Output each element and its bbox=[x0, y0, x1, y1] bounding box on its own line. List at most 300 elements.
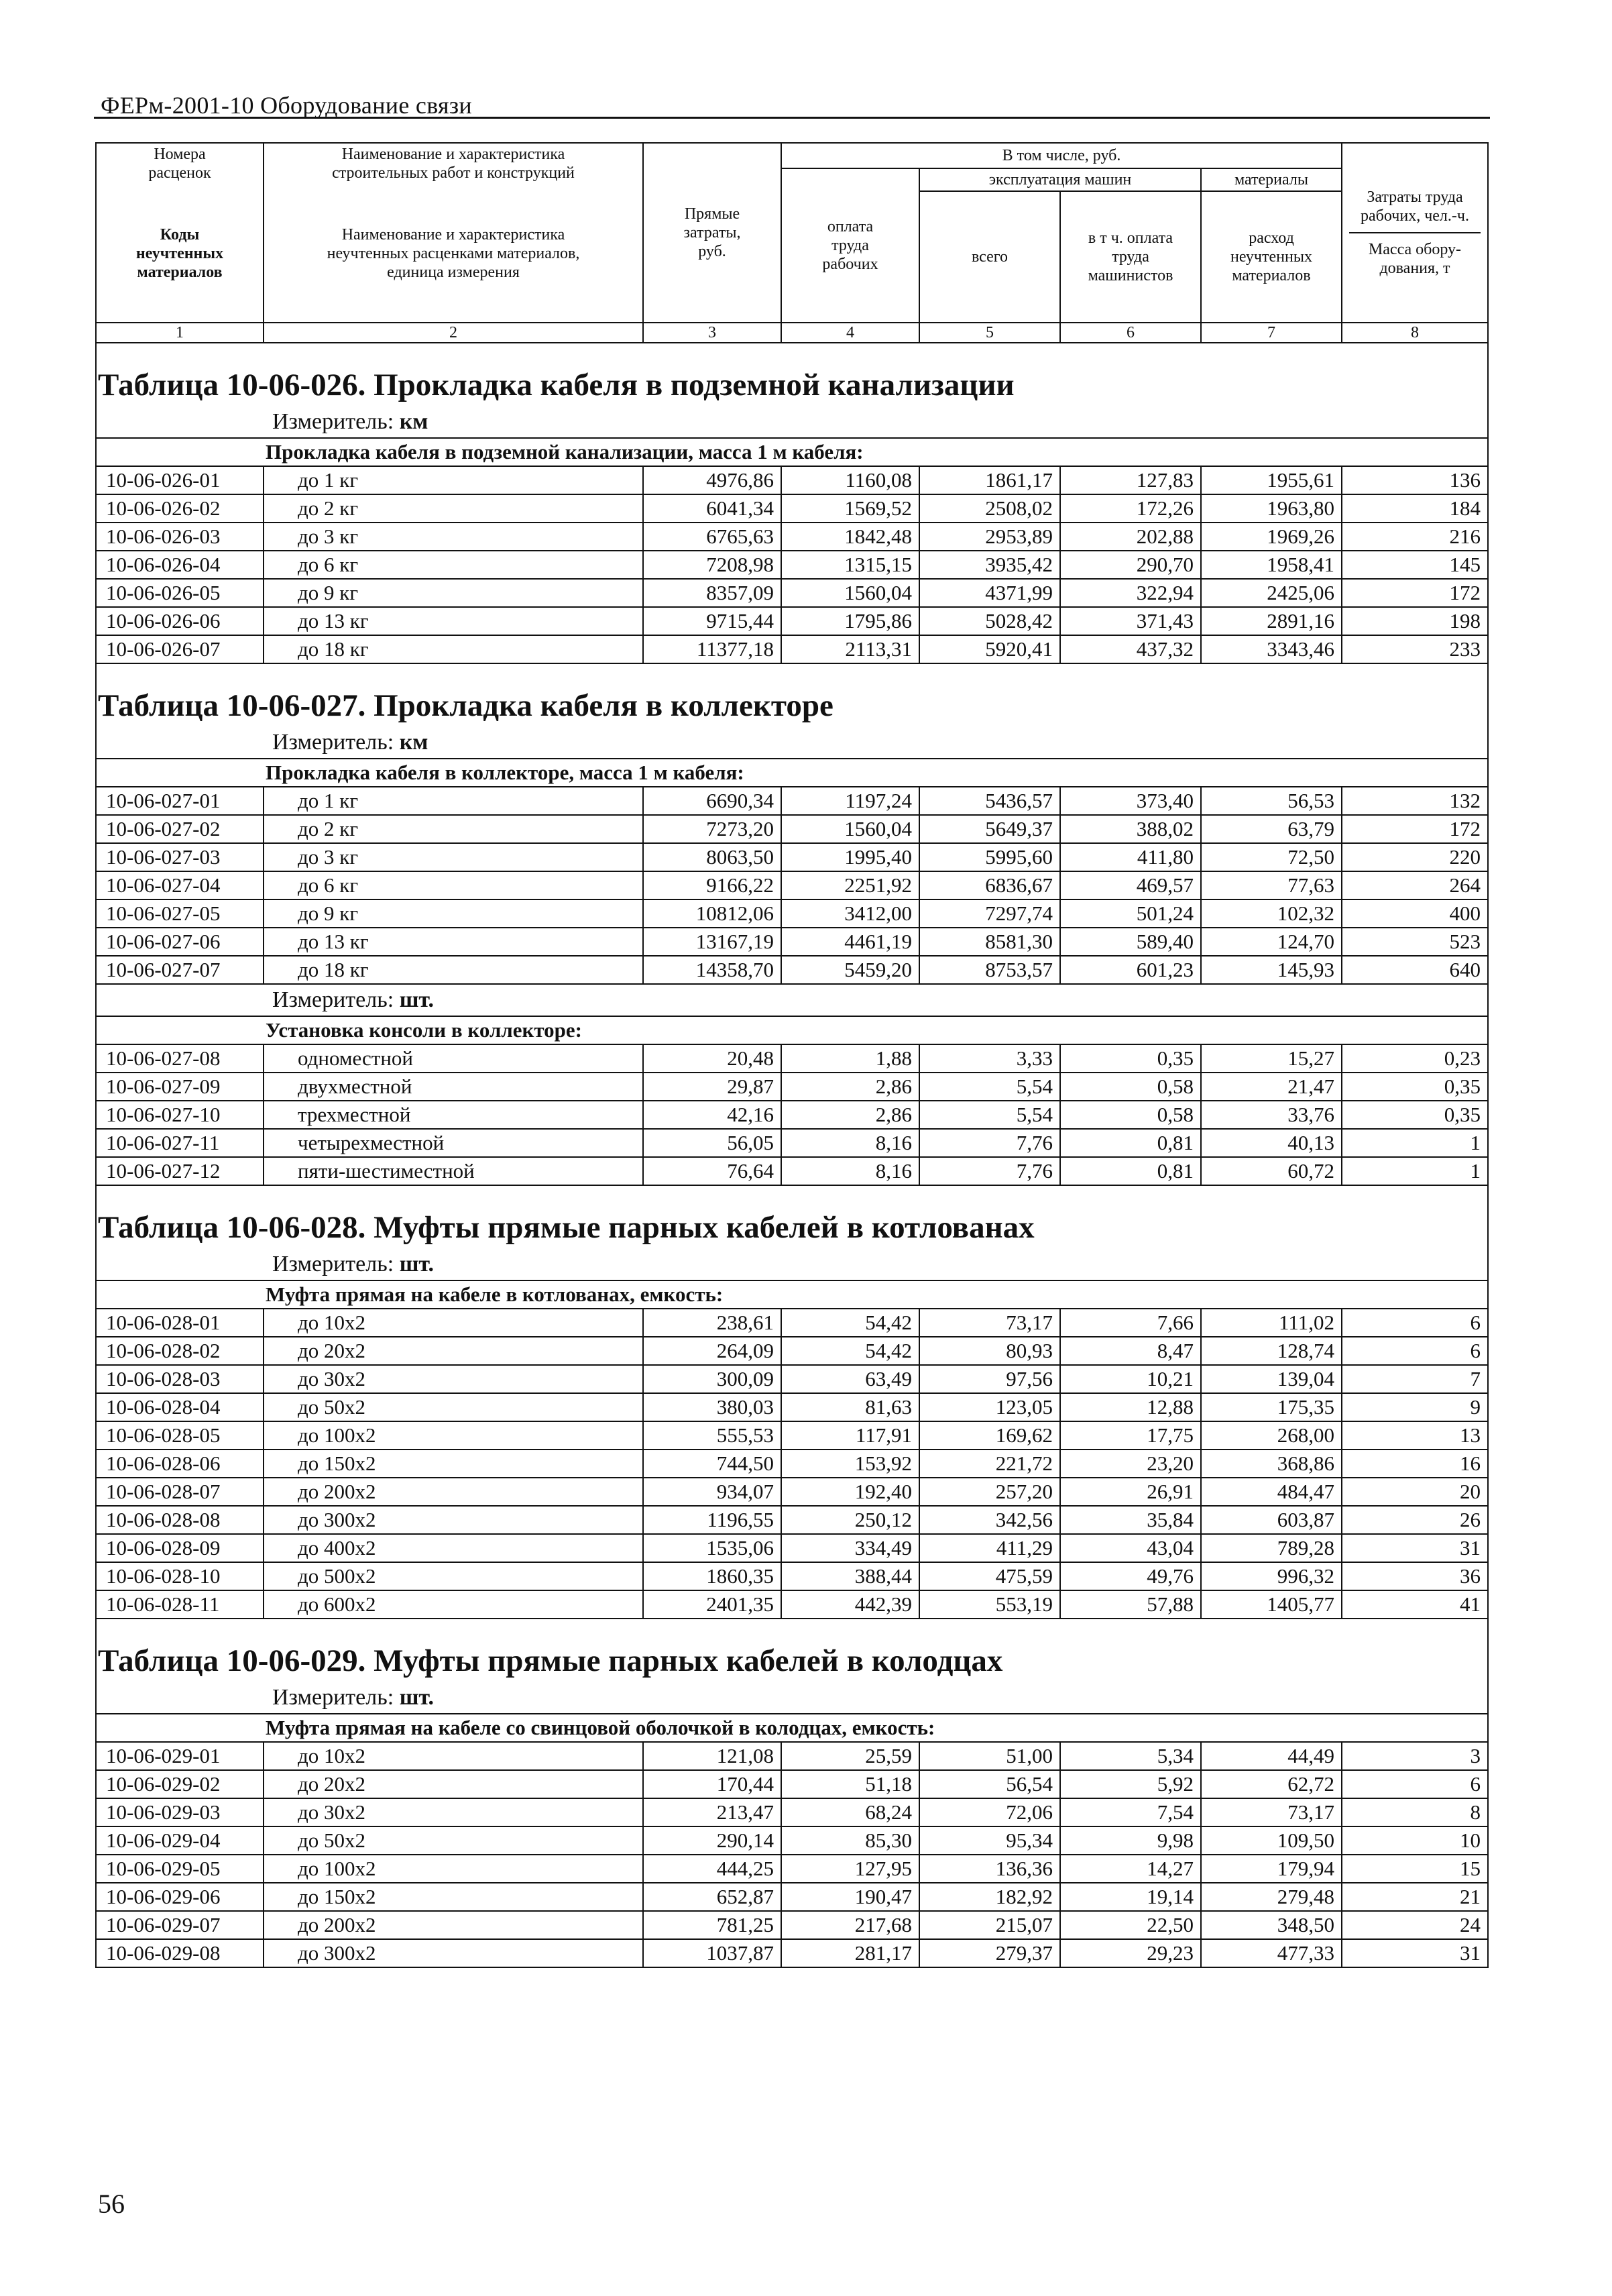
table-row bbox=[96, 1421, 1488, 1450]
rate-value: 279,37 bbox=[919, 1939, 1060, 1967]
table-row bbox=[96, 579, 1488, 607]
spacer-cell bbox=[96, 663, 1488, 684]
rate-code: 10-06-028-04 bbox=[96, 1393, 264, 1421]
rate-value: 31 bbox=[1342, 1939, 1488, 1967]
header-col1-bottom: Коды неучтенных материалов bbox=[135, 226, 224, 281]
rate-value: 172,26 bbox=[1060, 494, 1201, 523]
rate-value: 216 bbox=[1342, 523, 1488, 551]
measure-row bbox=[96, 406, 1488, 438]
table-row bbox=[96, 1478, 1488, 1506]
rate-value: 44,49 bbox=[1201, 1742, 1342, 1770]
rate-value: 368,86 bbox=[1201, 1450, 1342, 1478]
rate-value: 523 bbox=[1342, 928, 1488, 956]
table-row bbox=[96, 815, 1488, 843]
rate-value: 0,23 bbox=[1342, 1044, 1488, 1073]
rate-name: до 2 кг bbox=[264, 815, 643, 843]
table-row bbox=[96, 1562, 1488, 1590]
section-heading: Прокладка кабеля в подземной канализации, масса 1 м кабеля: bbox=[96, 438, 1488, 466]
table-row bbox=[96, 956, 1488, 984]
rate-code: 10-06-026-02 bbox=[96, 494, 264, 523]
rate-value: 190,47 bbox=[781, 1883, 919, 1911]
rate-value: 342,56 bbox=[919, 1506, 1060, 1534]
table-row bbox=[96, 928, 1488, 956]
measure-cell bbox=[96, 406, 1488, 438]
rate-name: четырехместной bbox=[264, 1129, 643, 1157]
rate-value: 257,20 bbox=[919, 1478, 1060, 1506]
column-number: 8 bbox=[1342, 323, 1488, 343]
rate-value: 9166,22 bbox=[643, 871, 781, 899]
header-col8-top: Затраты труда рабочих, чел.-ч. bbox=[1361, 188, 1469, 225]
rate-value: 213,47 bbox=[643, 1798, 781, 1826]
rate-code: 10-06-026-05 bbox=[96, 579, 264, 607]
running-header: ФЕРм-2001-10 Оборудование связи bbox=[101, 92, 472, 119]
rate-name: до 3 кг bbox=[264, 523, 643, 551]
section-row bbox=[96, 1016, 1488, 1044]
rate-value: 2,86 bbox=[781, 1073, 919, 1101]
rate-name: до 13 кг bbox=[264, 607, 643, 635]
rate-value: 640 bbox=[1342, 956, 1488, 984]
rate-value: 5,54 bbox=[919, 1101, 1060, 1129]
rate-value: 139,04 bbox=[1201, 1365, 1342, 1393]
measure-unit: шт. bbox=[399, 1685, 435, 1710]
table-row bbox=[96, 494, 1488, 523]
rate-value: 54,42 bbox=[781, 1309, 919, 1337]
rate-value: 41 bbox=[1342, 1590, 1488, 1619]
rate-value: 25,59 bbox=[781, 1742, 919, 1770]
measure-unit: шт. bbox=[399, 987, 435, 1012]
table-row bbox=[96, 1883, 1488, 1911]
header-col8 bbox=[1342, 143, 1488, 323]
table-row bbox=[96, 1911, 1488, 1939]
rate-value: 29,23 bbox=[1060, 1939, 1201, 1967]
spacer-cell bbox=[96, 1185, 1488, 1206]
rate-value: 388,44 bbox=[781, 1562, 919, 1590]
rate-value: 6041,34 bbox=[643, 494, 781, 523]
rate-value: 15,27 bbox=[1201, 1044, 1342, 1073]
rate-value: 781,25 bbox=[643, 1911, 781, 1939]
rate-value: 49,76 bbox=[1060, 1562, 1201, 1590]
rate-value: 290,70 bbox=[1060, 551, 1201, 579]
measure-row bbox=[96, 727, 1488, 759]
rate-code: 10-06-027-03 bbox=[96, 843, 264, 871]
rate-code: 10-06-027-11 bbox=[96, 1129, 264, 1157]
rate-value: 1958,41 bbox=[1201, 551, 1342, 579]
rate-value: 1560,04 bbox=[781, 579, 919, 607]
header-group: В том числе, руб. bbox=[781, 143, 1342, 168]
table-row bbox=[96, 843, 1488, 871]
rate-value: 2401,35 bbox=[643, 1590, 781, 1619]
rate-code: 10-06-029-02 bbox=[96, 1770, 264, 1798]
spacer-row bbox=[96, 663, 1488, 684]
rate-value: 72,06 bbox=[919, 1798, 1060, 1826]
rate-value: 179,94 bbox=[1201, 1855, 1342, 1883]
table-row bbox=[96, 1101, 1488, 1129]
table-row bbox=[96, 1939, 1488, 1967]
table-title: Таблица 10-06-029. Муфты прямые парных кабелей в колодцах bbox=[96, 1639, 1488, 1682]
rate-value: 17,75 bbox=[1060, 1421, 1201, 1450]
rate-value: 220 bbox=[1342, 843, 1488, 871]
rate-code: 10-06-027-01 bbox=[96, 787, 264, 815]
measure-cell bbox=[96, 1249, 1488, 1280]
rate-value: 0,58 bbox=[1060, 1101, 1201, 1129]
table-row bbox=[96, 607, 1488, 635]
rate-value: 127,95 bbox=[781, 1855, 919, 1883]
rate-value: 33,76 bbox=[1201, 1101, 1342, 1129]
rate-value: 109,50 bbox=[1201, 1826, 1342, 1855]
rate-value: 4976,86 bbox=[643, 466, 781, 494]
measure-cell bbox=[96, 727, 1488, 759]
rate-name: до 9 кг bbox=[264, 579, 643, 607]
rate-name: до 400x2 bbox=[264, 1534, 643, 1562]
spacer-row bbox=[96, 1619, 1488, 1639]
rate-value: 1955,61 bbox=[1201, 466, 1342, 494]
rate-value: 7,76 bbox=[919, 1129, 1060, 1157]
rate-value: 5920,41 bbox=[919, 635, 1060, 663]
rate-value: 102,32 bbox=[1201, 899, 1342, 928]
rate-value: 5,34 bbox=[1060, 1742, 1201, 1770]
rate-value: 5649,37 bbox=[919, 815, 1060, 843]
header-col6: в т ч. оплата труда машинистов bbox=[1060, 191, 1201, 323]
rate-value: 0,81 bbox=[1060, 1129, 1201, 1157]
rate-value: 0,35 bbox=[1342, 1101, 1488, 1129]
rate-value: 744,50 bbox=[643, 1450, 781, 1478]
rate-value: 85,30 bbox=[781, 1826, 919, 1855]
rate-value: 264,09 bbox=[643, 1337, 781, 1365]
rate-value: 373,40 bbox=[1060, 787, 1201, 815]
header-materials: материалы bbox=[1201, 168, 1342, 191]
header-col1-top: Номера расценок bbox=[148, 146, 211, 182]
rate-value: 233 bbox=[1342, 635, 1488, 663]
rate-value: 68,24 bbox=[781, 1798, 919, 1826]
rate-value: 1197,24 bbox=[781, 787, 919, 815]
rate-value: 215,07 bbox=[919, 1911, 1060, 1939]
rate-value: 5,54 bbox=[919, 1073, 1060, 1101]
rate-value: 589,40 bbox=[1060, 928, 1201, 956]
rate-value: 127,83 bbox=[1060, 466, 1201, 494]
rate-value: 2891,16 bbox=[1201, 607, 1342, 635]
rate-value: 290,14 bbox=[643, 1826, 781, 1855]
rate-value: 789,28 bbox=[1201, 1534, 1342, 1562]
rate-code: 10-06-026-06 bbox=[96, 607, 264, 635]
rate-value: 348,50 bbox=[1201, 1911, 1342, 1939]
rate-value: 21,47 bbox=[1201, 1073, 1342, 1101]
rate-value: 5028,42 bbox=[919, 607, 1060, 635]
section-row bbox=[96, 438, 1488, 466]
rate-value: 51,00 bbox=[919, 1742, 1060, 1770]
rate-value: 63,49 bbox=[781, 1365, 919, 1393]
measure-unit: шт. bbox=[399, 1252, 435, 1276]
rate-value: 56,05 bbox=[643, 1129, 781, 1157]
rate-value: 469,57 bbox=[1060, 871, 1201, 899]
rate-value: 8581,30 bbox=[919, 928, 1060, 956]
rate-value: 1405,77 bbox=[1201, 1590, 1342, 1619]
rate-value: 501,24 bbox=[1060, 899, 1201, 928]
table-title: Таблица 10-06-028. Муфты прямые парных кабелей в котлованах bbox=[96, 1206, 1488, 1249]
rate-value: 13167,19 bbox=[643, 928, 781, 956]
rate-value: 21 bbox=[1342, 1883, 1488, 1911]
rate-value: 1861,17 bbox=[919, 466, 1060, 494]
rate-value: 6765,63 bbox=[643, 523, 781, 551]
column-number: 5 bbox=[919, 323, 1060, 343]
measure-row bbox=[96, 1249, 1488, 1280]
table-row bbox=[96, 1506, 1488, 1534]
rate-value: 1963,80 bbox=[1201, 494, 1342, 523]
rate-value: 9,98 bbox=[1060, 1826, 1201, 1855]
table-row bbox=[96, 1826, 1488, 1855]
rate-name: до 1 кг bbox=[264, 787, 643, 815]
rate-value: 4371,99 bbox=[919, 579, 1060, 607]
table-row bbox=[96, 551, 1488, 579]
header-col8-bottom: Масса обору-дования, т bbox=[1368, 241, 1462, 277]
rate-value: 5436,57 bbox=[919, 787, 1060, 815]
rate-value: 73,17 bbox=[1201, 1798, 1342, 1826]
rate-value: 477,33 bbox=[1201, 1939, 1342, 1967]
rate-value: 172 bbox=[1342, 579, 1488, 607]
measure-cell bbox=[96, 984, 1488, 1016]
rate-value: 7297,74 bbox=[919, 899, 1060, 928]
table-title-row bbox=[96, 1639, 1488, 1682]
rate-value: 2508,02 bbox=[919, 494, 1060, 523]
table-row bbox=[96, 635, 1488, 663]
rate-value: 76,64 bbox=[643, 1157, 781, 1185]
rate-code: 10-06-028-05 bbox=[96, 1421, 264, 1450]
rate-value: 603,87 bbox=[1201, 1506, 1342, 1534]
rate-value: 42,16 bbox=[643, 1101, 781, 1129]
rate-value: 3 bbox=[1342, 1742, 1488, 1770]
rate-value: 8063,50 bbox=[643, 843, 781, 871]
rate-value: 8,47 bbox=[1060, 1337, 1201, 1365]
rate-value: 56,53 bbox=[1201, 787, 1342, 815]
rate-value: 1,88 bbox=[781, 1044, 919, 1073]
rate-value: 6 bbox=[1342, 1337, 1488, 1365]
rate-value: 10,21 bbox=[1060, 1365, 1201, 1393]
rate-value: 6690,34 bbox=[643, 787, 781, 815]
rate-value: 221,72 bbox=[919, 1450, 1060, 1478]
rate-name: до 10x2 bbox=[264, 1309, 643, 1337]
header-machines: эксплуатация машин bbox=[919, 168, 1201, 191]
rate-code: 10-06-026-01 bbox=[96, 466, 264, 494]
measure-label: Измеритель: bbox=[272, 1685, 394, 1710]
rate-name: до 18 кг bbox=[264, 635, 643, 663]
rate-value: 8753,57 bbox=[919, 956, 1060, 984]
rate-value: 7208,98 bbox=[643, 551, 781, 579]
rates-table bbox=[95, 142, 1489, 1968]
measure-label: Измеритель: bbox=[272, 730, 394, 755]
rate-value: 0,35 bbox=[1342, 1073, 1488, 1101]
rate-value: 145 bbox=[1342, 551, 1488, 579]
rate-value: 54,42 bbox=[781, 1337, 919, 1365]
rate-value: 56,54 bbox=[919, 1770, 1060, 1798]
header-col7: расход неучтенных материалов bbox=[1201, 191, 1342, 323]
column-number: 2 bbox=[264, 323, 643, 343]
rate-value: 19,14 bbox=[1060, 1883, 1201, 1911]
rate-name: до 150x2 bbox=[264, 1450, 643, 1478]
rate-value: 2113,31 bbox=[781, 635, 919, 663]
rate-value: 13 bbox=[1342, 1421, 1488, 1450]
header-col4: оплата труда рабочих bbox=[781, 168, 919, 323]
rate-name: пяти-шестиместной bbox=[264, 1157, 643, 1185]
rate-name: до 50x2 bbox=[264, 1393, 643, 1421]
rate-value: 1795,86 bbox=[781, 607, 919, 635]
rate-value: 63,79 bbox=[1201, 815, 1342, 843]
rate-name: до 50x2 bbox=[264, 1826, 643, 1855]
rate-value: 40,13 bbox=[1201, 1129, 1342, 1157]
rate-code: 10-06-027-08 bbox=[96, 1044, 264, 1073]
rate-value: 136 bbox=[1342, 466, 1488, 494]
rate-name: до 200x2 bbox=[264, 1478, 643, 1506]
rate-value: 8 bbox=[1342, 1798, 1488, 1826]
rate-name: до 30x2 bbox=[264, 1365, 643, 1393]
rate-name: двухместной bbox=[264, 1073, 643, 1101]
table-row bbox=[96, 1073, 1488, 1101]
rate-value: 1160,08 bbox=[781, 466, 919, 494]
table-row bbox=[96, 787, 1488, 815]
rate-value: 77,63 bbox=[1201, 871, 1342, 899]
rate-value: 4461,19 bbox=[781, 928, 919, 956]
rate-code: 10-06-028-11 bbox=[96, 1590, 264, 1619]
rate-value: 145,93 bbox=[1201, 956, 1342, 984]
rate-name: до 18 кг bbox=[264, 956, 643, 984]
rate-value: 57,88 bbox=[1060, 1590, 1201, 1619]
measure-unit: км bbox=[399, 409, 428, 434]
rate-name: до 1 кг bbox=[264, 466, 643, 494]
section-heading: Прокладка кабеля в коллекторе, масса 1 м кабеля: bbox=[96, 759, 1488, 787]
rate-value: 1037,87 bbox=[643, 1939, 781, 1967]
rate-code: 10-06-028-03 bbox=[96, 1365, 264, 1393]
spacer-row bbox=[96, 1185, 1488, 1206]
rate-value: 444,25 bbox=[643, 1855, 781, 1883]
rate-value: 1 bbox=[1342, 1129, 1488, 1157]
rate-name: до 300x2 bbox=[264, 1939, 643, 1967]
rate-name: до 20x2 bbox=[264, 1337, 643, 1365]
rate-value: 97,56 bbox=[919, 1365, 1060, 1393]
rate-code: 10-06-028-02 bbox=[96, 1337, 264, 1365]
rate-code: 10-06-027-04 bbox=[96, 871, 264, 899]
column-number: 4 bbox=[781, 323, 919, 343]
rate-value: 117,91 bbox=[781, 1421, 919, 1450]
rate-code: 10-06-027-06 bbox=[96, 928, 264, 956]
table-row bbox=[96, 1337, 1488, 1365]
rate-value: 300,09 bbox=[643, 1365, 781, 1393]
section-heading: Муфта прямая на кабеле со свинцовой оболочкой в колодцах, емкость: bbox=[96, 1714, 1488, 1742]
rate-value: 7 bbox=[1342, 1365, 1488, 1393]
table-row bbox=[96, 1534, 1488, 1562]
rate-value: 8357,09 bbox=[643, 579, 781, 607]
table-row bbox=[96, 899, 1488, 928]
rate-code: 10-06-028-08 bbox=[96, 1506, 264, 1534]
table-title-row bbox=[96, 364, 1488, 406]
table-title-row bbox=[96, 1206, 1488, 1249]
rate-value: 388,02 bbox=[1060, 815, 1201, 843]
rate-value: 264 bbox=[1342, 871, 1488, 899]
rate-value: 7273,20 bbox=[643, 815, 781, 843]
rate-value: 35,84 bbox=[1060, 1506, 1201, 1534]
rate-value: 8,16 bbox=[781, 1129, 919, 1157]
rate-code: 10-06-028-10 bbox=[96, 1562, 264, 1590]
rate-value: 62,72 bbox=[1201, 1770, 1342, 1798]
column-number: 1 bbox=[96, 323, 264, 343]
rate-value: 3343,46 bbox=[1201, 635, 1342, 663]
rate-code: 10-06-029-08 bbox=[96, 1939, 264, 1967]
rate-code: 10-06-026-07 bbox=[96, 635, 264, 663]
rate-value: 20 bbox=[1342, 1478, 1488, 1506]
rate-value: 175,35 bbox=[1201, 1393, 1342, 1421]
spacer-cell bbox=[96, 1619, 1488, 1639]
rate-name: до 200x2 bbox=[264, 1911, 643, 1939]
rate-name: трехместной bbox=[264, 1101, 643, 1129]
rate-value: 172 bbox=[1342, 815, 1488, 843]
rate-value: 111,02 bbox=[1201, 1309, 1342, 1337]
rate-value: 371,43 bbox=[1060, 607, 1201, 635]
rate-value: 9715,44 bbox=[643, 607, 781, 635]
rate-value: 10 bbox=[1342, 1826, 1488, 1855]
rate-value: 31 bbox=[1342, 1534, 1488, 1562]
rate-value: 20,48 bbox=[643, 1044, 781, 1073]
rate-value: 0,81 bbox=[1060, 1157, 1201, 1185]
rate-name: до 13 кг bbox=[264, 928, 643, 956]
rate-name: до 100x2 bbox=[264, 1855, 643, 1883]
rate-value: 555,53 bbox=[643, 1421, 781, 1450]
rate-value: 14,27 bbox=[1060, 1855, 1201, 1883]
column-number: 7 bbox=[1201, 323, 1342, 343]
rate-value: 202,88 bbox=[1060, 523, 1201, 551]
rate-value: 1315,15 bbox=[781, 551, 919, 579]
rate-value: 334,49 bbox=[781, 1534, 919, 1562]
rate-value: 192,40 bbox=[781, 1478, 919, 1506]
rate-code: 10-06-026-03 bbox=[96, 523, 264, 551]
rate-value: 182,92 bbox=[919, 1883, 1060, 1911]
rate-code: 10-06-026-04 bbox=[96, 551, 264, 579]
rate-value: 6 bbox=[1342, 1309, 1488, 1337]
rate-value: 43,04 bbox=[1060, 1534, 1201, 1562]
rate-name: до 3 кг bbox=[264, 843, 643, 871]
rate-code: 10-06-027-10 bbox=[96, 1101, 264, 1129]
header-col3: Прямые затраты, руб. bbox=[643, 143, 781, 323]
rate-value: 411,29 bbox=[919, 1534, 1060, 1562]
rate-value: 2251,92 bbox=[781, 871, 919, 899]
rate-code: 10-06-028-01 bbox=[96, 1309, 264, 1337]
rate-value: 7,76 bbox=[919, 1157, 1060, 1185]
section-row bbox=[96, 1280, 1488, 1309]
rate-name: до 150x2 bbox=[264, 1883, 643, 1911]
spacer-cell bbox=[96, 343, 1488, 364]
rate-value: 322,94 bbox=[1060, 579, 1201, 607]
rate-value: 9 bbox=[1342, 1393, 1488, 1421]
rate-value: 250,12 bbox=[781, 1506, 919, 1534]
rate-name: до 6 кг bbox=[264, 551, 643, 579]
rate-name: до 9 кг bbox=[264, 899, 643, 928]
rate-value: 3935,42 bbox=[919, 551, 1060, 579]
rate-value: 2425,06 bbox=[1201, 579, 1342, 607]
rate-code: 10-06-027-12 bbox=[96, 1157, 264, 1185]
table-row bbox=[96, 1365, 1488, 1393]
table-row bbox=[96, 1393, 1488, 1421]
table-title: Таблица 10-06-026. Прокладка кабеля в подземной канализации bbox=[96, 364, 1488, 406]
rate-value: 281,17 bbox=[781, 1939, 919, 1967]
rate-value: 72,50 bbox=[1201, 843, 1342, 871]
rate-value: 60,72 bbox=[1201, 1157, 1342, 1185]
page-number: 56 bbox=[98, 2189, 125, 2219]
column-numbers-row bbox=[96, 323, 1488, 343]
table-row bbox=[96, 1855, 1488, 1883]
spacer-row bbox=[96, 343, 1488, 364]
table-row bbox=[96, 1309, 1488, 1337]
rate-value: 36 bbox=[1342, 1562, 1488, 1590]
rate-value: 5,92 bbox=[1060, 1770, 1201, 1798]
rate-value: 442,39 bbox=[781, 1590, 919, 1619]
rate-value: 3,33 bbox=[919, 1044, 1060, 1073]
rate-value: 380,03 bbox=[643, 1393, 781, 1421]
